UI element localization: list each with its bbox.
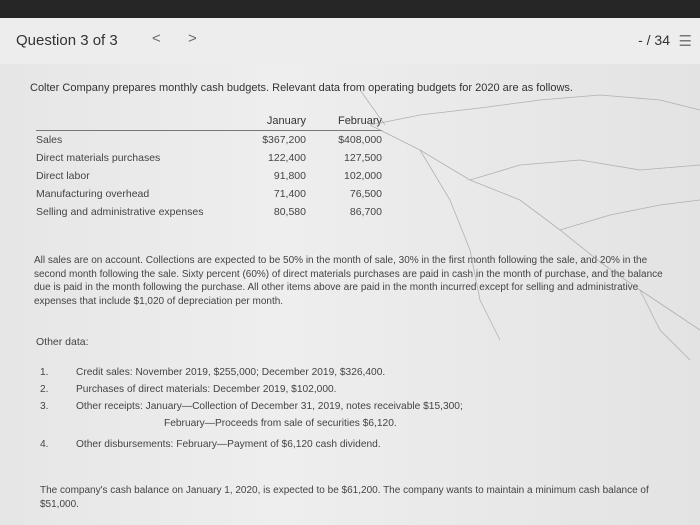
item-text: Other receipts: January—Collection of December 31, 2019, notes receivable $15,300; [76,401,463,412]
budget-table-header [36,112,382,131]
february-value: $408,000 [338,134,382,146]
other-data-label: Other data: [36,336,89,348]
item-text: Other disbursements: February—Payment of $6,120 cash dividend. [76,439,381,450]
table-row [36,131,382,150]
table-row [36,185,382,203]
table-row [36,203,382,221]
item-number: 3. [40,401,49,412]
question-header [0,18,700,65]
question-counter: Question 3 of 3 [16,32,118,49]
february-value: 102,000 [344,170,382,182]
january-value: 80,580 [273,206,306,218]
row-label: Direct materials purchases [36,152,161,164]
collections-paragraph: All sales are on account. Collections are expected to be 50% in the month of sale, 30% in the first month following the sale, and 20% in the second month following the sale. Sixty percent (60%) of direct materials purchases are paid in cash in the month of purchase, and the balance due is paid in the month following the purchase. All other items above are paid in the month incurred except for selling and administrative expenses that include $1,020 of depreciation per month. [34,255,663,307]
item-number [40,415,76,432]
column-january: January [236,112,312,131]
february-value: 76,500 [349,188,382,200]
closing-paragraph: The company's cash balance on January 1, 2020, is expected to be $61,200. The company wants to maintain a minimum cash balance of $51,000. [40,485,649,510]
list-item [40,381,463,398]
question-content [0,64,700,525]
budget-table [36,112,382,221]
item-text: Purchases of direct materials: December 2019, $102,000. [76,384,337,395]
item-text: Credit sales: November 2019, $255,000; December 2019, $326,400. [76,367,386,378]
list-item [40,436,463,453]
header-blank [36,112,236,131]
previous-question-button[interactable]: < [152,30,161,47]
item-text: February—Proceeds from sale of securities $6,120. [164,418,397,429]
row-label: Direct labor [36,170,90,182]
february-value: 86,700 [349,206,382,218]
list-item [40,415,463,432]
intro-text: Colter Company prepares monthly cash budgets. Relevant data from operating budgets for 2020 are as follows. [30,82,573,94]
list-item [40,398,463,415]
january-value: 122,400 [268,152,306,164]
other-data-list [40,364,463,453]
item-number: 2. [40,384,49,395]
table-row [36,167,382,185]
row-label: Selling and administrative expenses [36,206,204,218]
january-value: 91,800 [273,170,306,182]
top-strip [0,0,700,18]
list-item [40,364,463,381]
january-value: $367,200 [262,134,306,146]
january-value: 71,400 [273,188,306,200]
column-february: February [312,112,382,131]
item-number: 1. [40,367,49,378]
item-number: 4. [40,439,49,450]
row-label: Manufacturing overhead [36,188,150,200]
next-question-button[interactable]: > [188,30,197,47]
question-list-icon[interactable]: ☰ [678,33,692,50]
table-row [36,149,382,167]
row-label: Sales [36,134,63,146]
score-display: - / 34 [638,32,670,48]
february-value: 127,500 [344,152,382,164]
